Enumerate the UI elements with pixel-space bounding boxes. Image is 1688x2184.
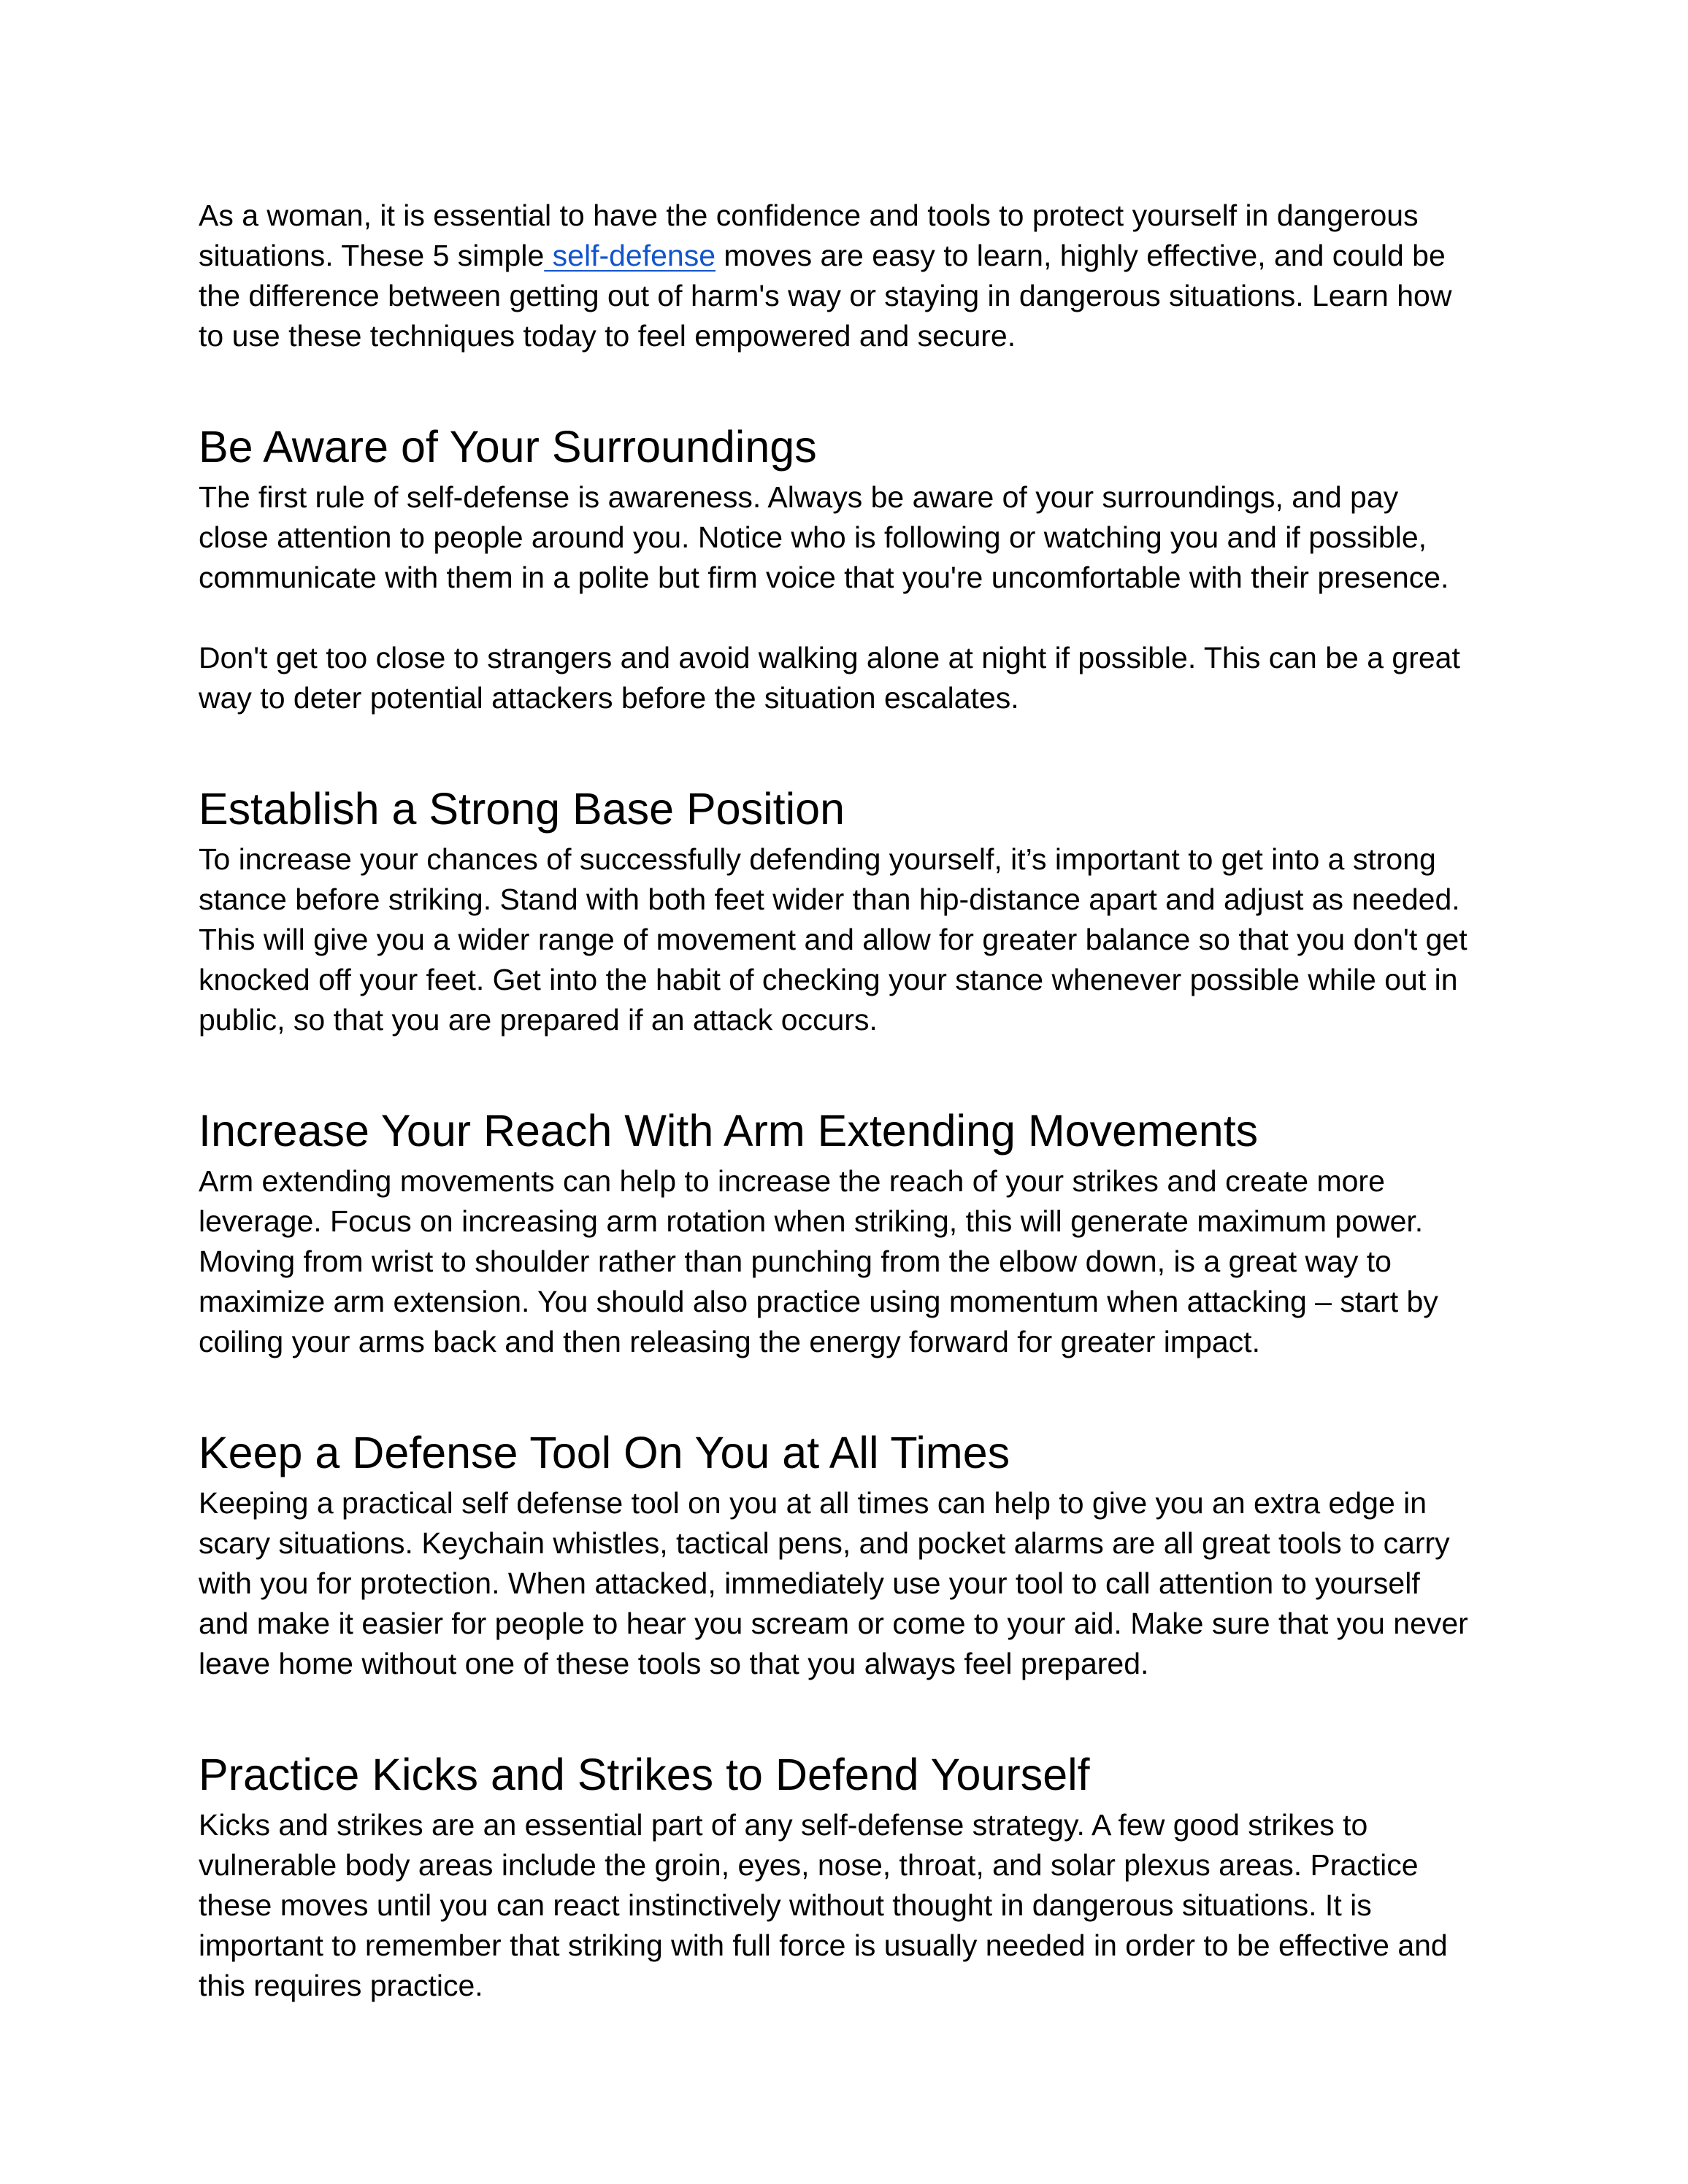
intro-line-3: the difference between getting out of harm's way or staying in dangerous situations. Learn how <box>199 279 1452 312</box>
section-paragraph <box>199 1161 1505 1362</box>
paragraph-line: Don't get too close to strangers and avoid walking alone at night if possible. This can be a great <box>199 641 1460 674</box>
paragraph-line: close attention to people around you. Notice who is following or watching you and if possible, <box>199 520 1427 554</box>
section-paragraph <box>199 638 1505 718</box>
section-paragraph <box>199 1483 1505 1684</box>
intro-line-1: As a woman, it is essential to have the confidence and tools to protect yourself in dangerous <box>199 199 1419 232</box>
paragraph-line: these moves until you can react instinctively without thought in dangerous situations. It is <box>199 1888 1372 1922</box>
paragraph-line: with you for protection. When attacked, immediately use your tool to call attention to yourself <box>199 1566 1420 1600</box>
section-paragraph <box>199 477 1505 598</box>
intro-line-2-before: situations. These 5 simple <box>199 239 545 272</box>
intro-line-2 <box>199 236 1505 276</box>
paragraph-line: Moving from wrist to shoulder rather than punching from the elbow down, is a great way to <box>199 1245 1392 1278</box>
paragraph-line: communicate with them in a polite but firm voice that you're uncomfortable with their presence. <box>199 561 1449 594</box>
section-paragraph <box>199 1805 1505 2006</box>
document-page <box>199 196 1505 2006</box>
section-heading-surroundings: Be Aware of Your Surroundings <box>199 422 817 472</box>
paragraph-line: Keeping a practical self defense tool on you at all times can help to give you an extra edge in <box>199 1486 1427 1520</box>
section-heading-reach: Increase Your Reach With Arm Extending Movements <box>199 1106 1259 1156</box>
intro-line-4: to use these techniques today to feel empowered and secure. <box>199 319 1016 353</box>
paragraph-line: To increase your chances of successfully defending yourself, it’s important to get into a strong <box>199 842 1436 876</box>
paragraph-line: This will give you a wider range of movement and allow for greater balance so that you don't get <box>199 923 1468 956</box>
section-heading-kicks-strikes: Practice Kicks and Strikes to Defend Yourself <box>199 1750 1090 1799</box>
paragraph-line: stance before striking. Stand with both feet wider than hip-distance apart and adjust as needed. <box>199 883 1460 916</box>
paragraph-line: coiling your arms back and then releasing the energy forward for greater impact. <box>199 1325 1260 1358</box>
section-heading-base-position: Establish a Strong Base Position <box>199 784 845 834</box>
self-defense-link[interactable]: self-defense <box>544 239 716 272</box>
section-paragraph <box>199 839 1505 1040</box>
paragraph-line: The first rule of self-defense is awareness. Always be aware of your surroundings, and pay <box>199 480 1399 514</box>
paragraph-line: way to deter potential attackers before the situation escalates. <box>199 681 1019 715</box>
paragraph-line: this requires practice. <box>199 1969 483 2002</box>
paragraph-line: Kicks and strikes are an essential part of any self-defense strategy. A few good strikes to <box>199 1808 1368 1842</box>
paragraph-line: vulnerable body areas include the groin, eyes, nose, throat, and solar plexus areas. Practice <box>199 1848 1419 1882</box>
paragraph-line: Arm extending movements can help to increase the reach of your strikes and create more <box>199 1164 1385 1198</box>
paragraph-line: maximize arm extension. You should also practice using momentum when attacking – start by <box>199 1285 1438 1318</box>
paragraph-line: important to remember that striking with full force is usually needed in order to be effective and <box>199 1929 1448 1962</box>
paragraph-line: public, so that you are prepared if an attack occurs. <box>199 1003 878 1037</box>
paragraph-line: and make it easier for people to hear you scream or come to your aid. Make sure that you never <box>199 1607 1468 1640</box>
section-heading-defense-tool: Keep a Defense Tool On You at All Times <box>199 1428 1010 1477</box>
paragraph-line: leave home without one of these tools so that you always feel prepared. <box>199 1647 1149 1680</box>
paragraph-line: leverage. Focus on increasing arm rotation when striking, this will generate maximum power. <box>199 1204 1424 1238</box>
paragraph-line: knocked off your feet. Get into the habit of checking your stance whenever possible while out in <box>199 963 1458 996</box>
intro-paragraph <box>199 196 1505 356</box>
paragraph-line: scary situations. Keychain whistles, tactical pens, and pocket alarms are all great tools to carry <box>199 1526 1450 1560</box>
intro-line-2-after: moves are easy to learn, highly effective, and could be <box>716 239 1446 272</box>
